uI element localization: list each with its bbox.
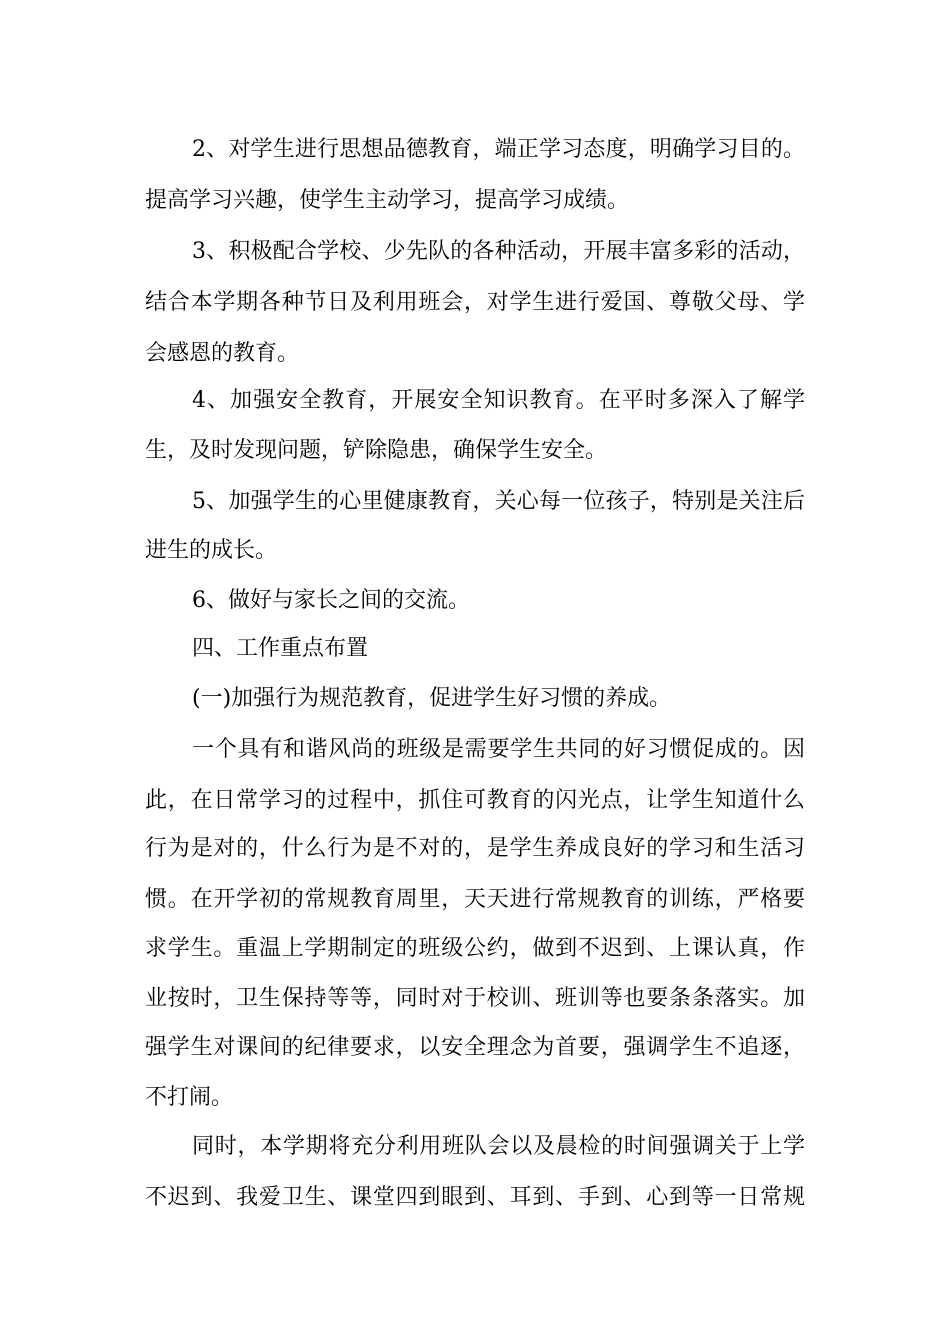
paragraph-line: 5、加强学生的心里健康教育，关心每一位孩子，特别是关注后 bbox=[192, 489, 805, 514]
paragraph-line: 一个具有和谐风尚的班级是需要学生共同的好习惯促成的。因 bbox=[192, 737, 805, 762]
paragraph-line: 提高学习兴趣，使学生主动学习，提高学习成绩。 bbox=[145, 188, 630, 213]
paragraph-line: 强学生对课间的纪律要求，以安全理念为首要，强调学生不追逐， bbox=[145, 1035, 805, 1060]
subsection-heading: (一)加强行为规范教育，促进学生好习惯的养成。 bbox=[192, 686, 672, 711]
paragraph-line: 同时，本学期将充分利用班队会以及晨检的时间强调关于上学 bbox=[192, 1134, 805, 1159]
paragraph-line: 不打闹。 bbox=[145, 1085, 234, 1110]
paragraph-line: 会感恩的教育。 bbox=[145, 341, 300, 366]
paragraph-line: 2、对学生进行思想品德教育，端正学习态度，明确学习目的。 bbox=[192, 137, 805, 162]
paragraph-line: 结合本学期各种节日及利用班会，对学生进行爱国、尊敬父母、学 bbox=[145, 290, 805, 315]
paragraph-line: 6、做好与家长之间的交流。 bbox=[192, 588, 470, 613]
paragraph-line: 生，及时发现问题，铲除隐患，确保学生安全。 bbox=[145, 438, 608, 463]
paragraph-line: 求学生。重温上学期制定的班级公约，做到不迟到、上课认真，作 bbox=[145, 936, 805, 961]
paragraph-line: 进生的成长。 bbox=[145, 538, 278, 563]
paragraph-line: 业按时，卫生保持等等，同时对于校训、班训等也要条条落实。加 bbox=[145, 986, 805, 1011]
paragraph-line: 3、积极配合学校、少先队的各种活动，开展丰富多彩的活动， bbox=[192, 239, 805, 264]
paragraph-line: 行为是对的，什么行为是不对的，是学生养成良好的学习和生活习 bbox=[145, 836, 805, 861]
section-heading: 四、工作重点布置 bbox=[192, 636, 369, 661]
paragraph-line: 4、加强安全教育，开展安全知识教育。在平时多深入了解学 bbox=[192, 388, 805, 413]
paragraph-line: 此，在日常学习的过程中，抓住可教育的闪光点，让学生知道什么 bbox=[145, 788, 805, 813]
paragraph-line: 不迟到、我爱卫生、课堂四到眼到、耳到、手到、心到等一日常规 bbox=[145, 1185, 805, 1210]
paragraph-line: 惯。在开学初的常规教育周里，天天进行常规教育的训练，严格要 bbox=[145, 887, 805, 912]
